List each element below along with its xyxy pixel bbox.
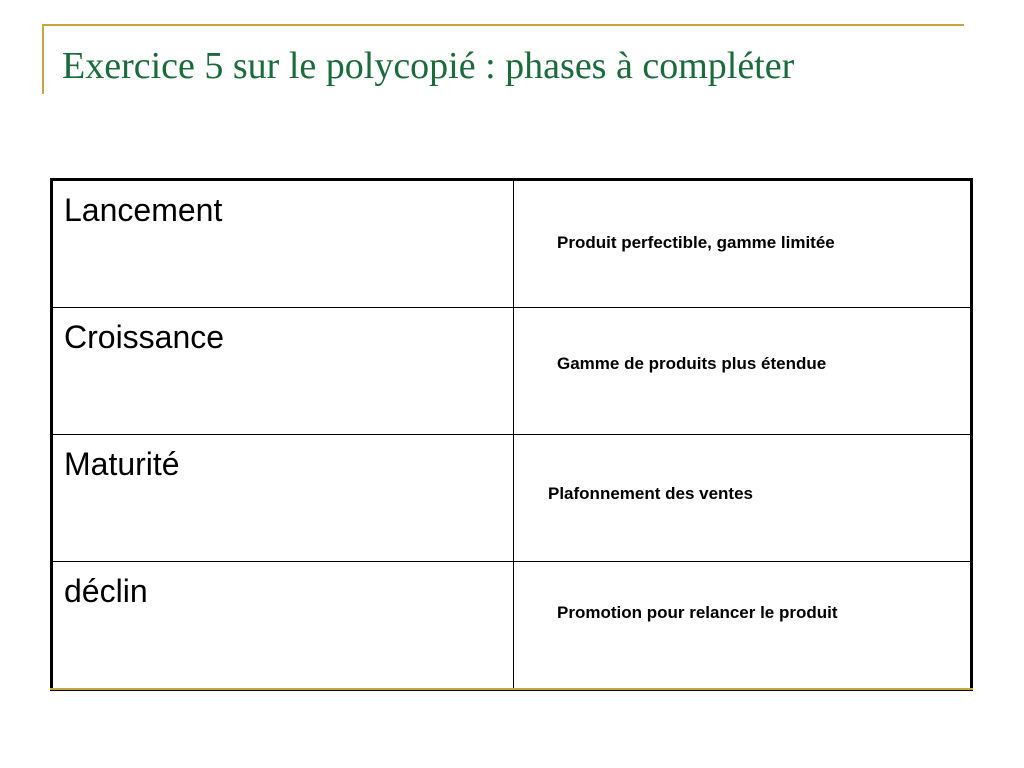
table-row xyxy=(52,180,972,308)
table-row xyxy=(52,562,972,690)
phase-name: déclin xyxy=(64,573,148,609)
title-frame-top-line xyxy=(42,24,964,26)
answer-cell xyxy=(514,308,972,435)
footer-accent-line xyxy=(50,688,973,690)
table-row xyxy=(52,308,972,435)
answer-cell xyxy=(514,435,972,562)
phases-table xyxy=(50,178,973,691)
phase-name: Lancement xyxy=(64,192,223,228)
phase-answer: Gamme de produits plus étendue xyxy=(557,354,827,373)
phase-answer: Produit perfectible, gamme limitée xyxy=(557,233,835,252)
answer-cell xyxy=(514,562,972,690)
phase-cell xyxy=(52,435,514,562)
phase-cell xyxy=(52,308,514,435)
phase-answer: Plafonnement des ventes xyxy=(548,484,754,503)
phase-name: Croissance xyxy=(64,319,225,355)
title-frame-left-line xyxy=(42,24,44,94)
slide-title: Exercice 5 sur le polycopié : phases à compléter xyxy=(62,45,795,87)
phase-name: Maturité xyxy=(64,446,180,482)
phase-cell xyxy=(52,180,514,308)
table-row xyxy=(52,435,972,562)
answer-cell xyxy=(514,180,972,308)
phase-answer: Promotion pour relancer le produit xyxy=(557,603,838,622)
phase-cell xyxy=(52,562,514,690)
